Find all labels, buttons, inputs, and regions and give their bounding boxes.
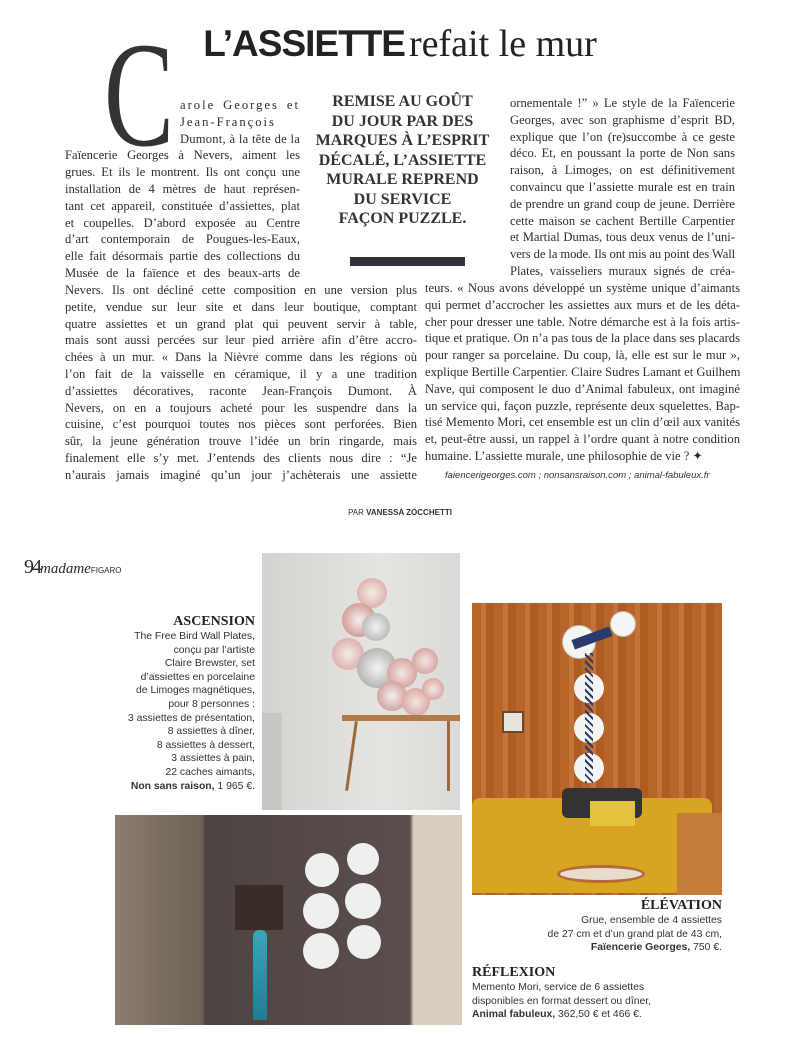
caption-ascension [108,614,255,793]
text-line: The Free Bird Wall Plates, [134,631,255,642]
title-bold: L’ASSIETTE [203,23,405,64]
text-line: Nevers, on en a toujours acheté pour les suspendre dans la [65,400,417,415]
pull-quote-divider [350,257,465,266]
text-line: d’assiettes en porcelaine [140,671,255,683]
text-line: Musée de la faïence et des beaux-arts de [65,265,300,280]
text-line: cette maison se cachent Bertille Carpentier [510,213,735,228]
text-line: n’aurais jamais imaginé qu’un jour j’achèterais une assiette [65,467,417,482]
caption-brand: Faïencerie Georges, [590,942,691,954]
website-credits: faiencerigeorges.com ; nonsansraison.com ; animal-fabuleux.fr [445,470,710,481]
photo-reflexion-skeleton-plates [115,815,462,1025]
drop-cap: C [104,12,175,178]
text-line: elle fait désormais partie des collections du [65,249,300,264]
text-line: tique et pratique. On n’a pas tous de la place dans ses placards [425,331,740,346]
caption-price: 1 965 €. [217,780,255,792]
pull-quote-line: DU SERVICE [353,190,452,208]
page-number: 94 [24,556,40,578]
pull-quote [305,92,500,229]
caption-elevation [525,898,722,955]
text-line: humaine. L’assiette murale, une philosophie de vie ? ✦ [425,448,703,463]
byline-author: VANESSA ZOCCHETTI [366,508,452,517]
pull-quote-line: FAÇON PUZZLE. [338,210,467,227]
column-1-wide [65,282,417,484]
text-line: l’on fait de la vaisselle en céramique, il y a une tradition [65,366,417,381]
text-line: cuisine, c’est pourquoi toutes nos pièces sont perforées. Bien [65,417,417,432]
caption-price: 750 €. [693,942,722,954]
column-1-top [180,97,300,147]
caption-body [108,630,255,780]
column-2-top [510,95,735,280]
text-line: sûr, la jeune génération trouve l’idée un brin ringarde, mais [65,434,417,449]
text-line: Dumont, à la tête de la [180,131,300,146]
text-line: arole Georges et [180,98,300,112]
pull-quote-line: DU JOUR PAR DES [331,112,474,130]
text-line: Jean-François [180,114,276,129]
text-line: pour ranger sa porcelaine. Du coup, là, elle est sur le mur », [425,348,740,363]
byline [0,508,800,517]
text-line: cher pour dresser une table. Notre démarche est à la fois artis- [425,314,740,329]
caption-reflexion [472,965,702,1022]
text-line: tisé Memento Mori, cet ensemble est un clin d’œil aux vanités [425,415,740,430]
text-line: raison, à Limoges, on est définitivement [510,163,735,178]
column-1-middle [65,147,300,281]
byline-prefix: PAR [348,508,364,517]
caption-price: 362,50 € et 466 €. [558,1009,642,1021]
photo-ascension-wall-plates [262,553,460,810]
text-line: de prendre un grand coup de jeune. Derrière [510,196,735,211]
text-line: quatre assiettes et un grand plat qui peuvent servir à table, [65,316,417,331]
text-line: petite, vendue sur leur site et dans leur boutique, comptant [65,299,417,314]
text-line: installation de 4 mètres de haut représen- [65,181,300,196]
text-line: 3 assiettes de présentation, [127,712,255,724]
magazine-logo: madame [40,561,91,577]
pull-quote-line: MURALE REPREND [326,171,479,188]
text-line: convaincu que l’assiette murale est en train [510,179,735,194]
text-line: qui permet d’accrocher les assiettes aux murs et de les déta- [425,297,740,312]
text-line: un service qui, façon puzzle, représente deux squelettes. Bap- [425,398,740,413]
text-line: et, peut-être aussi, un rappel à l’ordre quant à notre condition [425,432,740,447]
caption-title: ASCENSION [173,614,255,629]
title-light: refait le mur [408,23,597,65]
pull-quote-line: REMISE AU GOÛT [332,93,473,110]
text-line: de Limoges magnétiques, [136,685,255,697]
text-line: vers de la mode. Ils ont mis au point des Wall [510,247,735,262]
text-line: finalement elle s’y met. J’entends des clients nous dire : “Je [65,450,417,465]
text-line: 8 assiettes à dessert, [156,739,255,751]
caption-body [472,981,702,1008]
text-line: 22 caches aimants, [165,766,255,778]
caption-brand: Animal fabuleux, [472,1009,556,1021]
text-line: déco. Et, en poussant la porte de Non sans [510,146,735,161]
text-line: explique Bertille Carpentier. Claire Sudres Lamant et Guilhem [425,364,741,379]
text-line: ornementale !” » Le style de la Faïencerie [510,96,735,110]
text-line: tant cet appareil, constituée d’assiettes, plat [65,198,300,213]
pull-quote-line: MARQUES À L’ESPRIT [315,132,490,149]
text-line: 8 assiettes à dîner, [167,726,255,738]
text-line: disponibles en format dessert ou dîner, [472,995,652,1007]
caption-title: RÉFLEXION [472,965,556,980]
text-line: explique que l’on (re)succombe à ce geste [510,129,735,144]
magazine-logo-brand: FIGARO [90,566,122,575]
caption-brand: Non sans raison, [130,780,215,792]
photo-elevation-crane-plates [472,603,722,895]
text-line: grues. Et ils le montrent. Ils ont conçu une [65,165,300,180]
text-line: Memento Mori, service de 6 assiettes [472,982,645,993]
text-line: Plates, vaisseliers muraux signés de créa- [510,263,735,278]
text-line: et Martial Dumas, tous deux venus de l’uni- [510,230,735,245]
text-line: de 27 cm et d’un grand plat de 43 cm, [547,928,722,940]
text-line: conçu par l’artiste [173,644,255,656]
text-line: mais sont aussi percées sur leur pied arrière afin d’être accro- [65,333,417,348]
text-line: Georges, avec son graphisme d’esprit BD, [510,112,735,127]
text-line: chées à un mur. « Dans la Nièvre comme dans les régions où [65,350,417,365]
text-line: Nave, qui composent le duo d’Animal fabuleux, ont imaginé [425,381,740,396]
text-line: pour 8 personnes : [168,698,255,710]
text-line: et coupelles. D’abord exposée au Centre [65,215,300,230]
text-line: d’assiettes décoratives, raconte Jean-François Dumont. À [65,383,417,398]
text-line: teurs. « Nous avons développé un système unique d’aimants [425,281,740,295]
pull-quote-line: DÉCALÉ, L’ASSIETTE [318,151,487,169]
caption-body [525,914,722,941]
caption-title: ÉLÉVATION [640,898,722,913]
column-2-wide [425,280,740,465]
text-line: d’art contemporain de Pougues-les-Eaux, [65,232,300,247]
text-line: 3 assiettes à pain, [171,753,255,765]
text-line: Faïencerie Georges à Nevers, aiment les [65,148,300,163]
folio [24,556,122,579]
text-line: Nevers. Ils ont décliné cette composition en une version plus [65,283,417,297]
text-line: Claire Brewster, set [164,658,255,670]
text-line: Grue, ensemble de 4 assiettes [581,915,722,926]
